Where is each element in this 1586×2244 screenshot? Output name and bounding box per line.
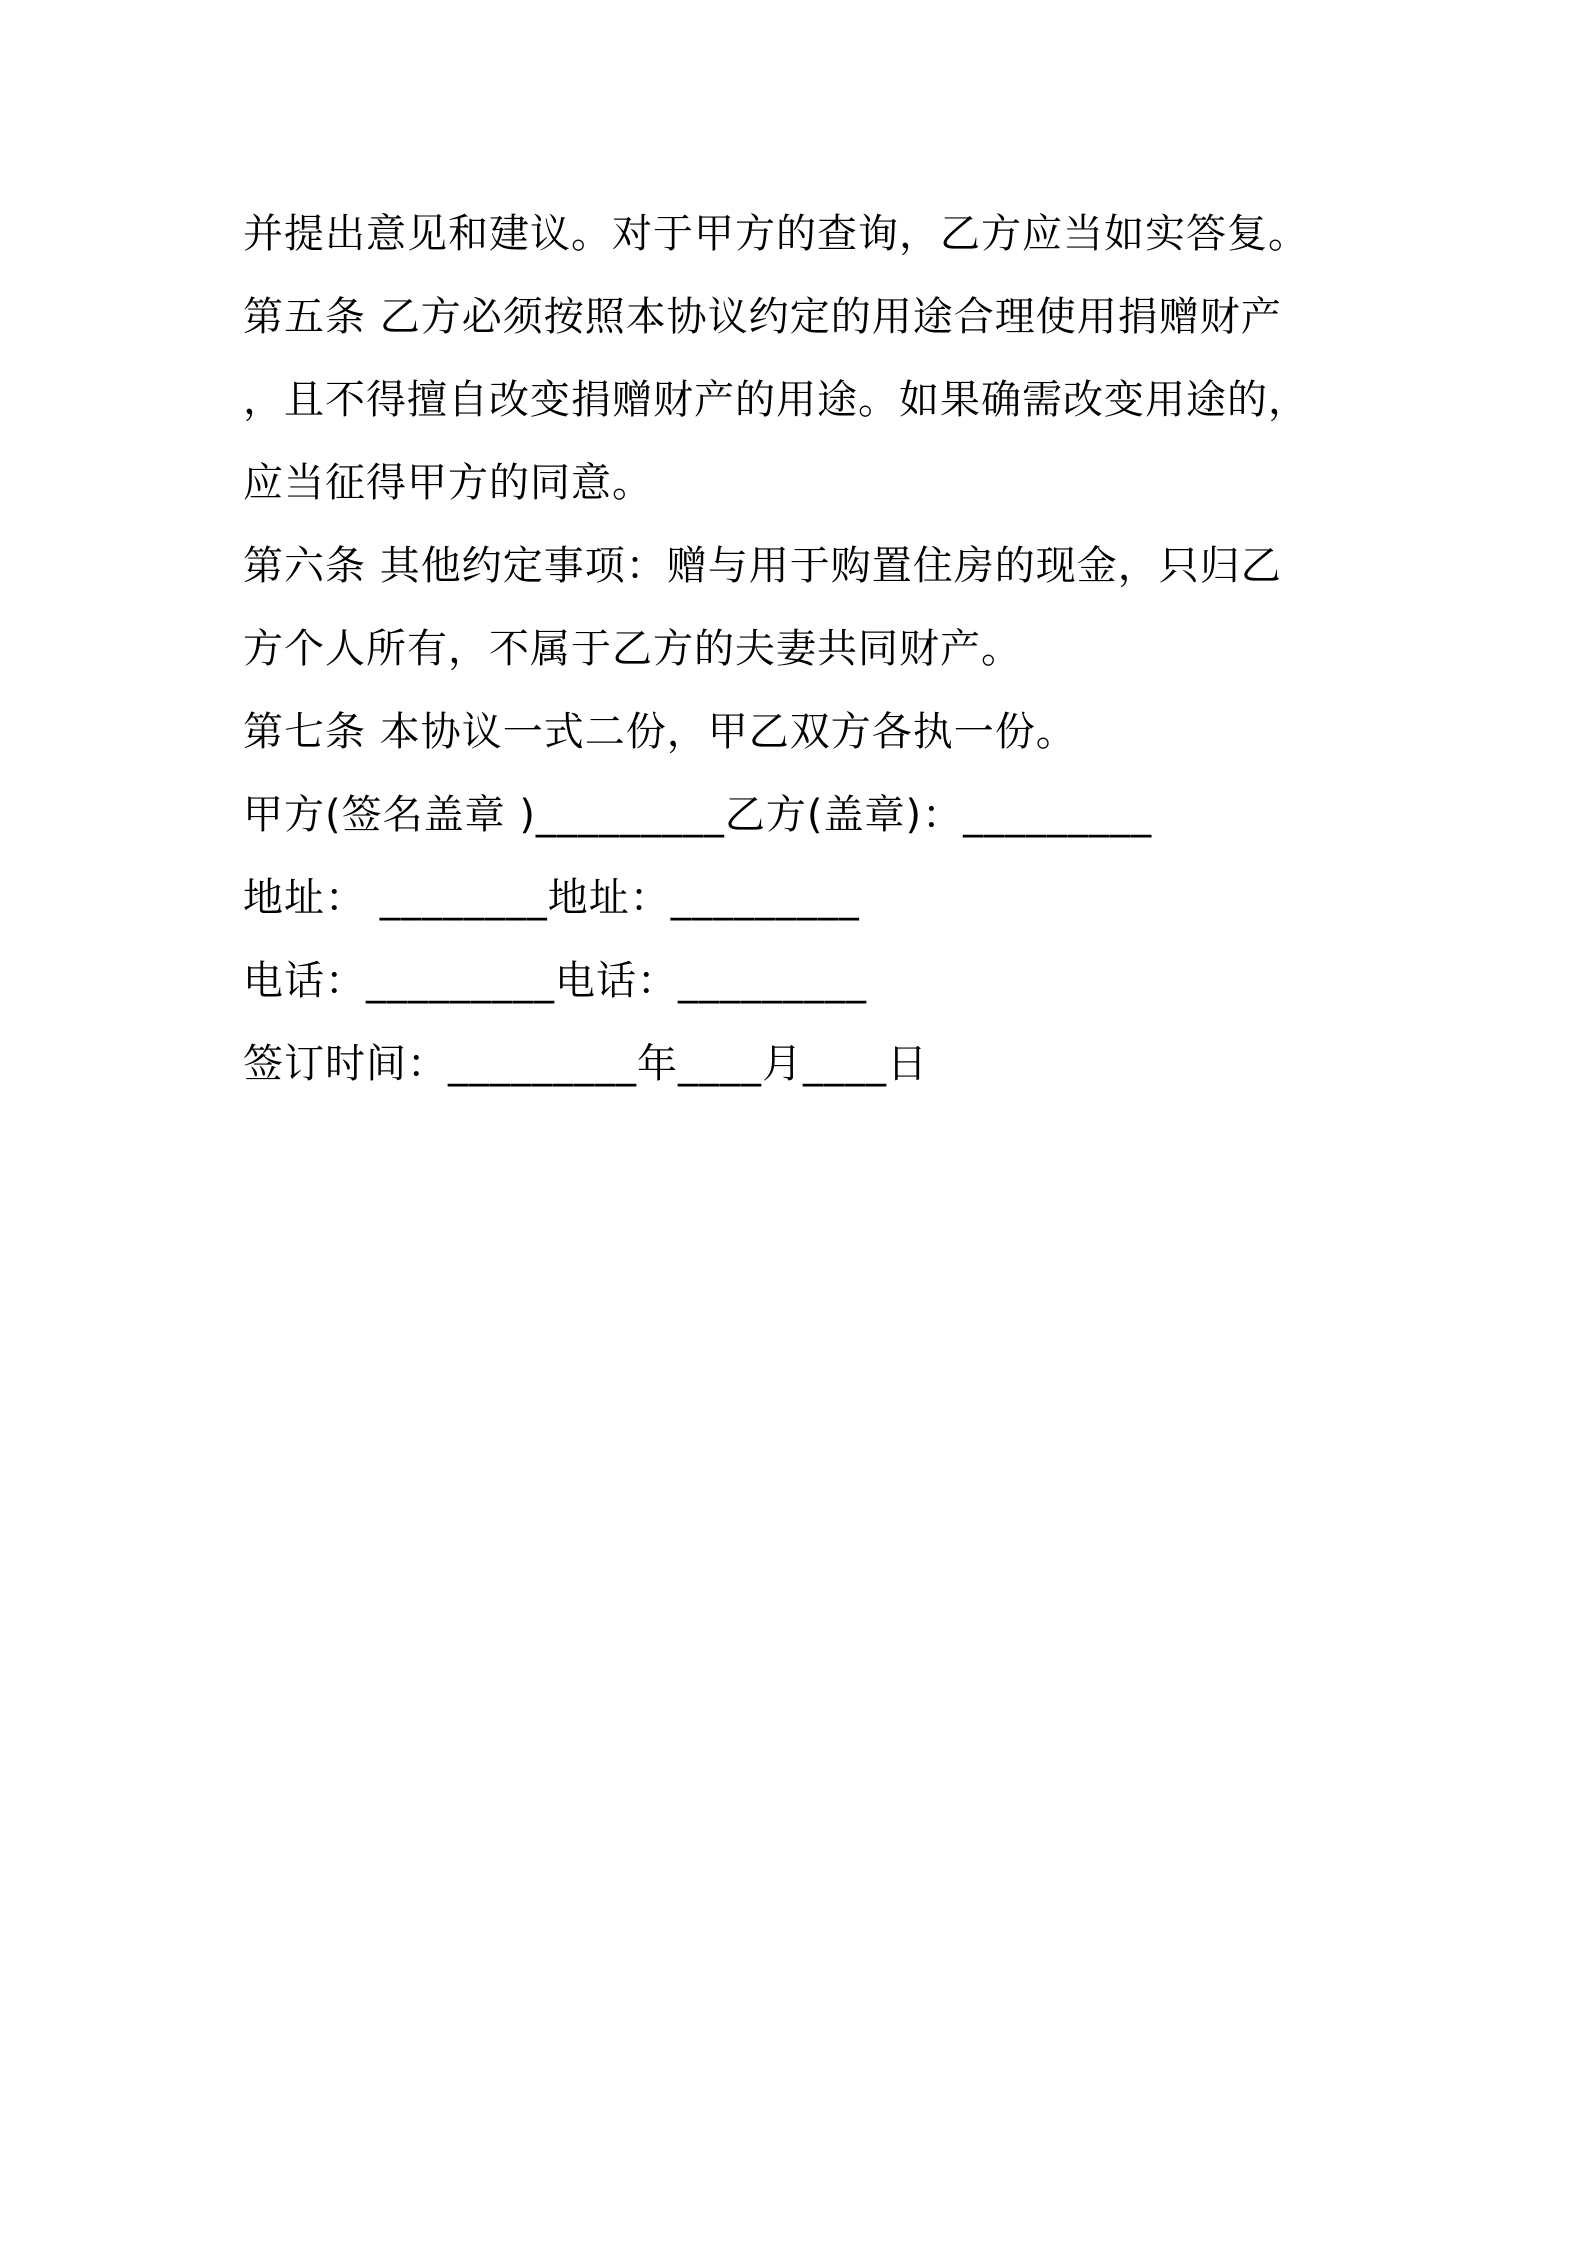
paragraph-line-inquiry-reply: 并提出意见和建议。对于甲方的查询，乙方应当如实答复。: [243, 211, 1309, 257]
address-line: 地址： ________地址：_________: [243, 875, 860, 921]
contract-text: [243, 193, 1363, 1106]
article-7-line: 第七条 本协议一式二份，甲乙双方各执一份。: [243, 709, 1077, 755]
phone-line: 电话：_________电话：_________: [243, 958, 867, 1004]
article-6-line-2: 方个人所有，不属于乙方的夫妻共同财产。: [243, 626, 1022, 672]
article-5-line-3: 应当征得甲方的同意。: [243, 460, 653, 506]
signing-date-line: 签订时间：_________年____月____日: [243, 1041, 928, 1087]
article-5-line-1: 第五条 乙方必须按照本协议约定的用途合理使用捐赠财产: [243, 294, 1282, 340]
article-5-line-2: ，且不得擅自改变捐赠财产的用途。如果确需改变用途的，: [243, 377, 1309, 423]
article-6-line-1: 第六条 其他约定事项：赠与用于购置住房的现金，只归乙: [243, 543, 1282, 589]
signature-line: 甲方(签名盖章 )_________乙方(盖章)：_________: [243, 792, 1153, 838]
